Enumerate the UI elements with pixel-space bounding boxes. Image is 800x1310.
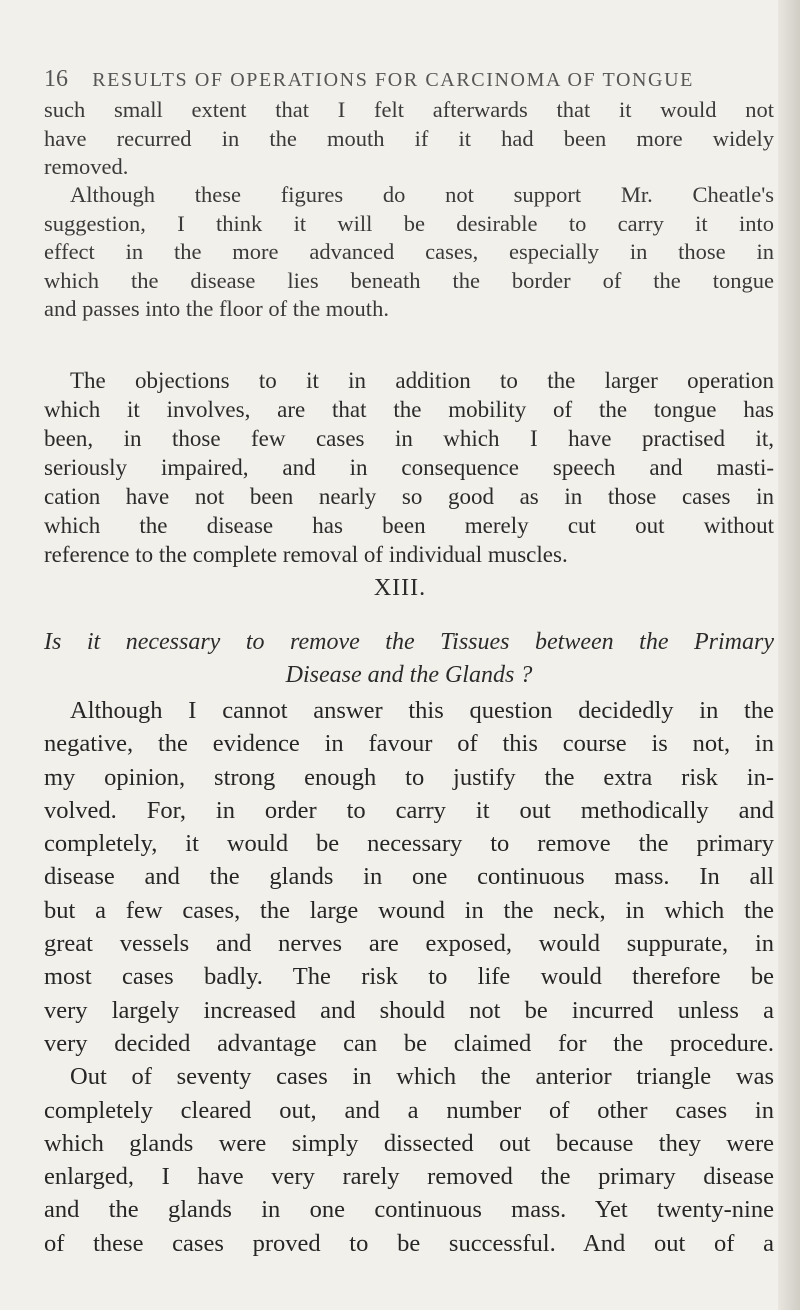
text-line: very largely increased and should not be incurred unless a xyxy=(44,996,774,1024)
text-line: my opinion, strong enough to justify the extra risk in- xyxy=(44,763,774,791)
section-title-line: Is it necessary to remove the Tissues between the Primary xyxy=(44,629,774,655)
section-numeral: XIII. xyxy=(373,575,427,601)
text-line: disease and the glands in one continuous mass. In all xyxy=(44,863,774,891)
text-line: Out of seventy cases in which the anterior triangle was xyxy=(70,1063,774,1091)
text-line: and the glands in one continuous mass. Yet twenty-nine xyxy=(44,1196,774,1224)
text-line: and passes into the floor of the mouth. xyxy=(44,296,389,321)
paragraph-answer xyxy=(44,694,774,1260)
text-line: reference to the complete removal of individual muscles. xyxy=(44,542,568,567)
section-title-line: Disease and the Glands ? xyxy=(285,662,533,688)
text-line: enlarged, I have very rarely removed the primary disease xyxy=(44,1163,774,1191)
text-line: which the disease has been merely cut out without xyxy=(44,513,774,538)
text-line: which it involves, are that the mobility of the tongue has xyxy=(44,397,774,422)
text-line: Although I cannot answer this question decidedly in the xyxy=(70,697,774,724)
text-line: seriously impaired, and in consequence speech and masti- xyxy=(44,455,774,480)
running-header xyxy=(44,66,784,93)
text-line: been, in those few cases in which I have practised it, xyxy=(44,426,774,451)
text-line: very decided advantage can be claimed for the procedure. xyxy=(44,1029,774,1057)
text-line: Although these figures do not support Mr. Cheatle's xyxy=(70,182,774,207)
text-line: suggestion, I think it will be desirable to carry it into xyxy=(44,210,774,236)
text-line: cation have not been nearly so good as in those cases in xyxy=(44,484,774,509)
text-line: which the disease lies beneath the border of the tongue xyxy=(44,267,774,293)
text-line: volved. For, in order to carry it out methodically and xyxy=(44,796,774,824)
text-line: removed. xyxy=(44,154,129,179)
text-line: such small extent that I felt afterwards that it would not xyxy=(44,97,774,122)
text-line: great vessels and nerves are exposed, would suppurate, in xyxy=(44,930,774,958)
text-line: completely cleared out, and a number of other cases in xyxy=(44,1096,774,1124)
paragraph-objections xyxy=(44,366,774,569)
text-line: negative, the evidence in favour of this course is not, in xyxy=(44,730,774,758)
running-title: RESULTS OF OPERATIONS FOR CARCINOMA OF TONGUE xyxy=(92,69,694,91)
text-line: which glands were simply dissected out because they were xyxy=(44,1129,774,1157)
text-line: but a few cases, the large wound in the neck, in which the xyxy=(44,896,774,924)
page-edge xyxy=(778,0,800,1310)
text-line: The objections to it in addition to the larger operation xyxy=(70,368,774,393)
section-title xyxy=(44,626,774,692)
text-line: effect in the more advanced cases, especially in those in xyxy=(44,239,774,264)
text-line: completely, it would be necessary to remove the primary xyxy=(44,830,774,858)
paragraph-continuation xyxy=(44,96,774,182)
text-line: most cases badly. The risk to life would therefore be xyxy=(44,963,774,991)
paragraph-cheatle xyxy=(44,181,774,324)
page-number: 16 xyxy=(44,66,68,92)
text-line: have recurred in the mouth if it had been more widely xyxy=(44,125,774,151)
text-line: of these cases proved to be successful. And out of a xyxy=(44,1229,774,1257)
